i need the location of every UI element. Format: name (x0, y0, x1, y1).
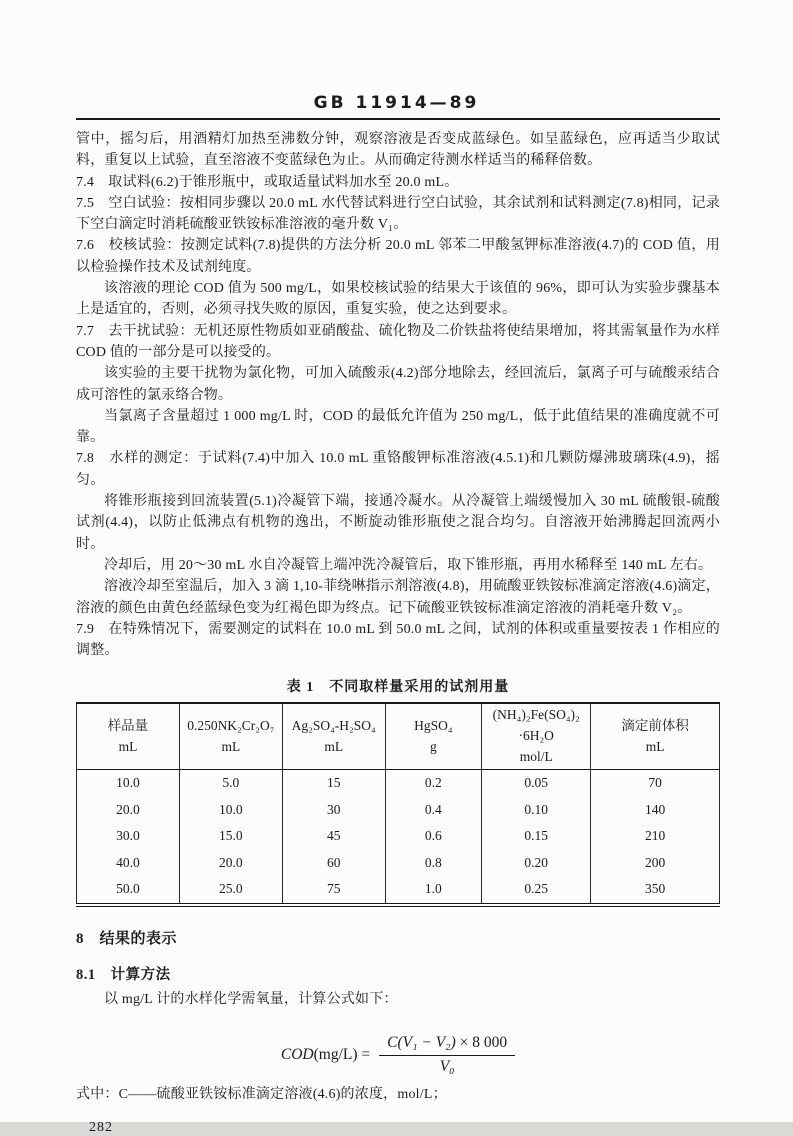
paragraph-chloride-limit: 当氯离子含量超过 1 000 mg/L 时，COD 的最低允许值为 250 mg/L，低于此值结果的准确度就不可靠。 (76, 408, 720, 446)
column-header-sample-volume: 样品量 mL (77, 703, 180, 769)
section-7-8: 7.8 水样的测定：于试料(7.4)中加入 10.0 mL 重铬酸钾标准溶液(4.5.1)和几颗防爆沸玻璃珠(4.9)，摇匀。 (76, 451, 720, 488)
section-8-heading: 8 结果的表示 (76, 930, 178, 947)
cell: 350 (591, 876, 720, 905)
cell: 0.4 (385, 797, 481, 824)
column-header-mercury-sulfate: HgSO₄ g (385, 703, 481, 769)
reagent-dosage-table (76, 702, 720, 906)
formula-intro: 以 mg/L 计的水样化学需氧量，计算公式如下： (104, 991, 398, 1007)
column-header-pre-titration-volume: 滴定前体积 mL (591, 703, 720, 769)
formula-lhs: COD(mg/L) = (280, 1045, 371, 1063)
paragraph-cooling-rinse: 冷却后，用 20～30 mL 水自冷凝管上端冲洗冷凝管后，取下锥形瓶，再用水稀释至 140 mL 左右。 (104, 557, 713, 573)
cell: 40.0 (116, 854, 140, 870)
table-row (77, 850, 720, 877)
cell: 10.0 (179, 797, 282, 824)
cell: 75 (282, 876, 385, 905)
cell: 15 (282, 770, 385, 797)
cell: 0.2 (385, 770, 481, 797)
cell: 25.0 (179, 876, 282, 905)
formula-denominator: V₀ (439, 1057, 455, 1075)
table-caption: 表 1 不同取样量采用的试剂用量 (286, 680, 510, 696)
column-header-silver-sulfate: Ag₂SO₄-H₂SO₄ mL (282, 703, 385, 769)
paragraph-cod-theory: 该溶液的理论 COD 值为 500 mg/L，如果校核试验的结果大于该值的 96%，即可认为实验步骤基本上是适宜的，否则，必须寻找失败的原因，重复实验，使之达到要求。 (76, 281, 720, 318)
table-row (77, 823, 720, 850)
paragraph-continuation: 管中，摇匀后，用酒精灯加热至沸数分钟，观察溶液是否变成蓝绿色。如呈蓝绿色，应再适当少取试料，重复以上试验，直至溶液不变蓝绿色为止。从而确定待测水样适当的稀释倍数。 (76, 132, 720, 169)
section-7-5: 7.5 空白试验：按相同步骤以 20.0 mL 水代替试料进行空白试验，其余试剂和试料测定(7.8)相同，记录下空白滴定时消耗硫酸亚铁铵标准溶液的毫升数 V₁。 (76, 195, 720, 233)
cell: 200 (591, 850, 720, 877)
section-7-7: 7.7 去干扰试验：无机还原性物质如亚硝酸盐、硫化物及二价铁盐将使结果增加，将其需氧量作为水样 COD 值的一部分是可以接受的。 (76, 323, 720, 360)
table-header-row (77, 703, 720, 769)
cell: 210 (591, 823, 720, 850)
section-7-4: 7.4 取试料(6.2)于锥形瓶中，或取适量试料加水至 20.0 mL。 (76, 174, 459, 190)
cell: 60 (282, 850, 385, 877)
section-7-6: 7.6 校核试验：按测定试料(7.8)提供的方法分析 20.0 mL 邻苯二甲酸氢钾标准溶液(4.7)的 COD 值，用以检验操作技术及试剂纯度。 (76, 238, 720, 275)
cell: 10.0 (116, 775, 140, 791)
standard-code: GB 11914—89 (313, 93, 480, 113)
table-row (77, 770, 720, 797)
formula-numerator: C(V₁ − V₂) × 8 000 (379, 1034, 515, 1056)
cell: 45 (282, 823, 385, 850)
section-7-9: 7.9 在特殊情况下，需要测定的试料在 10.0 mL 到 50.0 mL 之间，试剂的体积或重量要按表 1 作相应的调整。 (76, 621, 720, 659)
cell: 20.0 (116, 801, 140, 817)
cell: 50.0 (116, 881, 140, 897)
cell: 70 (591, 770, 720, 797)
cell: 20.0 (179, 850, 282, 877)
table-row (77, 876, 720, 905)
paragraph-reflux-procedure: 将锥形瓶接到回流装置(5.1)冷凝管下端，接通冷凝水。从冷凝管上端缓慢加入 30 mL 硫酸银-硫酸试剂(4.4)，以防止低沸点有机物的逸出，不断旋动锥形瓶使之混合均匀。自溶液开始沸腾起回流两小时。 (76, 494, 720, 552)
paragraph-titration-endpoint: 溶液冷却至室温后，加入 3 滴 1,10-菲绕啉指示剂溶液(4.8)，用硫酸亚铁铵标准滴定溶液(4.6)滴定，溶液的颜色由黄色经蓝绿色变为红褐色即为终点。记下硫酸亚铁铵标准滴定溶液的消耗毫升数 V₂。 (76, 579, 720, 616)
cell: 0.8 (385, 850, 481, 877)
column-header-dichromate: 0.250NK₂Cr₂O₇ mL (179, 703, 282, 769)
paragraph-chloride-interference: 该实验的主要干扰物为氯化物，可加入硫酸汞(4.2)部分地除去，经回流后，氯离子可与硫酸汞结合成可溶性的氯汞络合物。 (76, 366, 720, 403)
cell: 0.10 (482, 797, 591, 824)
cell: 15.0 (179, 823, 282, 850)
cell: 0.20 (482, 850, 591, 877)
cell: 30.0 (116, 828, 140, 844)
cell: 5.0 (179, 770, 282, 797)
cell: 0.05 (482, 770, 591, 797)
section-8-1-heading: 8.1 计算方法 (76, 966, 171, 983)
table-row (77, 797, 720, 824)
cell: 1.0 (385, 876, 481, 905)
column-header-ferrous-ammonium-sulfate: (NH₄)₂Fe(SO₄)₂ ·6H₂O mol/L (482, 703, 591, 769)
formula-fraction (379, 1034, 515, 1076)
document-content (0, 118, 793, 1136)
cell: 0.6 (385, 823, 481, 850)
header-rule (76, 118, 720, 120)
page-number: 282 (89, 1120, 113, 1136)
cod-formula (76, 1034, 720, 1076)
cell: 140 (591, 797, 720, 824)
cell: 30 (282, 797, 385, 824)
cell: 0.15 (482, 823, 591, 850)
formula-legend: 式中：C——硫酸亚铁铵标准滴定溶液(4.6)的浓度，mol/L； (76, 1086, 447, 1102)
cell: 0.25 (482, 876, 591, 905)
